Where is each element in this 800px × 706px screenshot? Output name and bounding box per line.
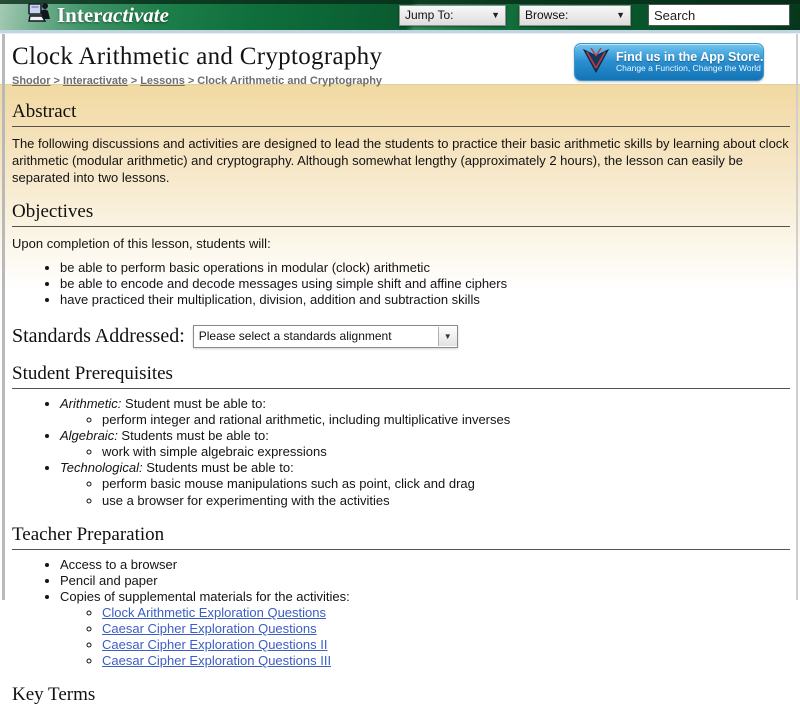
prerequisite-subitem: ◦ work with simple algebraic expressions — [102, 444, 790, 460]
key-terms-heading: Key Terms — [12, 684, 96, 706]
objective-item: • have practiced their multiplication, division, addition and subtraction skills — [60, 292, 790, 308]
teacher-prep-heading: Teacher Preparation — [12, 523, 165, 545]
breadcrumb-link-lessons[interactable]: Lessons — [140, 75, 185, 87]
prerequisite-sublist — [60, 412, 790, 428]
page-title: Clock Arithmetic and Cryptography — [12, 43, 383, 70]
page-right-edge — [796, 34, 798, 600]
prerequisite-subitem: ◦ perform integer and rational arithmetic, including multiplicative inverses — [102, 412, 790, 428]
materials-link-item — [102, 605, 790, 621]
prerequisite-item: • Algebraic: Students must be able to: ◦ work with simple algebraic expressions — [60, 428, 790, 460]
objectives-heading: Objectives — [12, 200, 94, 222]
prerequisite-label: Arithmetic: — [60, 395, 122, 411]
person-at-computer-icon — [28, 2, 52, 29]
heading-rule — [12, 388, 790, 389]
materials-link[interactable]: Clock Arithmetic Exploration Questions — [102, 604, 326, 620]
materials-link-item — [102, 621, 790, 637]
prerequisite-sublist — [60, 476, 790, 508]
title-block — [0, 34, 800, 87]
prerequisite-item: • Technological: Students must be able to: ◦ perform basic mouse manipulations such as point, click and drag ◦ use a browser for experimenting with the activities — [60, 460, 790, 508]
app-store-button[interactable] — [574, 43, 764, 81]
lesson-content — [0, 84, 800, 706]
standards-heading: Standards Addressed: — [12, 324, 185, 347]
interactivate-logo[interactable] — [28, 2, 169, 29]
objective-item: • be able to encode and decode messages using simple shift and affine ciphers — [60, 276, 790, 292]
materials-link[interactable]: Caesar Cipher Exploration Questions — [102, 621, 317, 637]
prerequisite-label: Algebraic: — [60, 428, 118, 444]
top-navigation-bar — [0, 0, 800, 30]
teacher-prep-item: • Access to a browser — [60, 557, 790, 573]
browse-dropdown[interactable] — [519, 5, 631, 26]
app-store-line1: Find us in the App Store. — [616, 49, 764, 64]
jump-to-label: Jump To: — [405, 8, 454, 22]
objectives-intro: Upon completion of this lesson, students will: — [12, 235, 271, 251]
header-controls — [399, 4, 790, 26]
chevron-down-icon: ▼ — [438, 327, 457, 346]
search-input[interactable] — [648, 4, 790, 26]
prerequisite-subitem: ◦ perform basic mouse manipulations such as point, click and drag — [102, 476, 790, 492]
breadcrumb: Shodor > Interactivate > Lessons > Clock Arithmetic and Cryptography — [12, 75, 383, 87]
heading-rule — [12, 226, 790, 227]
teacher-prep-materials-item: • Copies of supplemental materials for the activities: ◦ Clock Arithmetic Exploration Questions ◦ Caesar Cipher Exploration Questions ◦ Caesar Cipher Exploration Questions II ◦ Caesar Cipher Exploration Questions III — [60, 589, 790, 670]
materials-link-item — [102, 637, 790, 653]
app-logo-icon — [581, 46, 611, 79]
app-store-line2: Change a Function, Change the World — [616, 63, 761, 74]
prerequisite-sublist — [60, 444, 790, 460]
teacher-prep-list — [12, 557, 790, 670]
materials-link-list — [60, 605, 790, 669]
objectives-list — [12, 260, 790, 308]
abstract-heading: Abstract — [12, 101, 77, 122]
breadcrumb-link-shodor[interactable]: Shodor — [12, 75, 51, 87]
page-left-edge — [2, 34, 5, 600]
materials-link[interactable]: Caesar Cipher Exploration Questions II — [102, 637, 328, 653]
standards-row — [12, 325, 790, 348]
objective-item: • be able to perform basic operations in modular (clock) arithmetic — [60, 260, 790, 276]
prerequisites-list — [12, 396, 790, 509]
prerequisite-subitem: ◦ use a browser for experimenting with the activities — [102, 493, 790, 509]
heading-rule — [12, 126, 790, 127]
standards-alignment-select[interactable] — [193, 325, 458, 348]
jump-to-dropdown[interactable] — [399, 5, 506, 26]
prerequisite-label: Technological: — [60, 460, 143, 476]
standards-select-value: Please select a standards alignment — [198, 329, 392, 344]
materials-link-item — [102, 653, 790, 669]
browse-label: Browse: — [525, 8, 569, 22]
abstract-text: The following discussions and activities are designed to lead the students to practice their basic arithmetic skills by learning about clock arithmetic (modular arithmetic) and cryptography. Although somewhat lengthy (approximately 2 hours), the lesson can easily be separated into two lessons. — [12, 136, 789, 185]
chevron-down-icon: ▼ — [616, 10, 625, 20]
breadcrumb-current: Clock Arithmetic and Cryptography — [197, 75, 383, 87]
prerequisites-heading: Student Prerequisites — [12, 362, 173, 384]
chevron-down-icon: ▼ — [491, 10, 500, 20]
logo-wordmark: Interactivate — [57, 2, 169, 27]
breadcrumb-link-interactivate[interactable]: Interactivate — [62, 75, 128, 87]
materials-link[interactable]: Caesar Cipher Exploration Questions III — [102, 653, 332, 669]
prerequisite-item: • Arithmetic: Student must be able to: ◦ perform integer and rational arithmetic, including multiplicative inverses — [60, 396, 790, 428]
teacher-prep-item: • Pencil and paper — [60, 573, 790, 589]
heading-rule — [12, 549, 790, 550]
